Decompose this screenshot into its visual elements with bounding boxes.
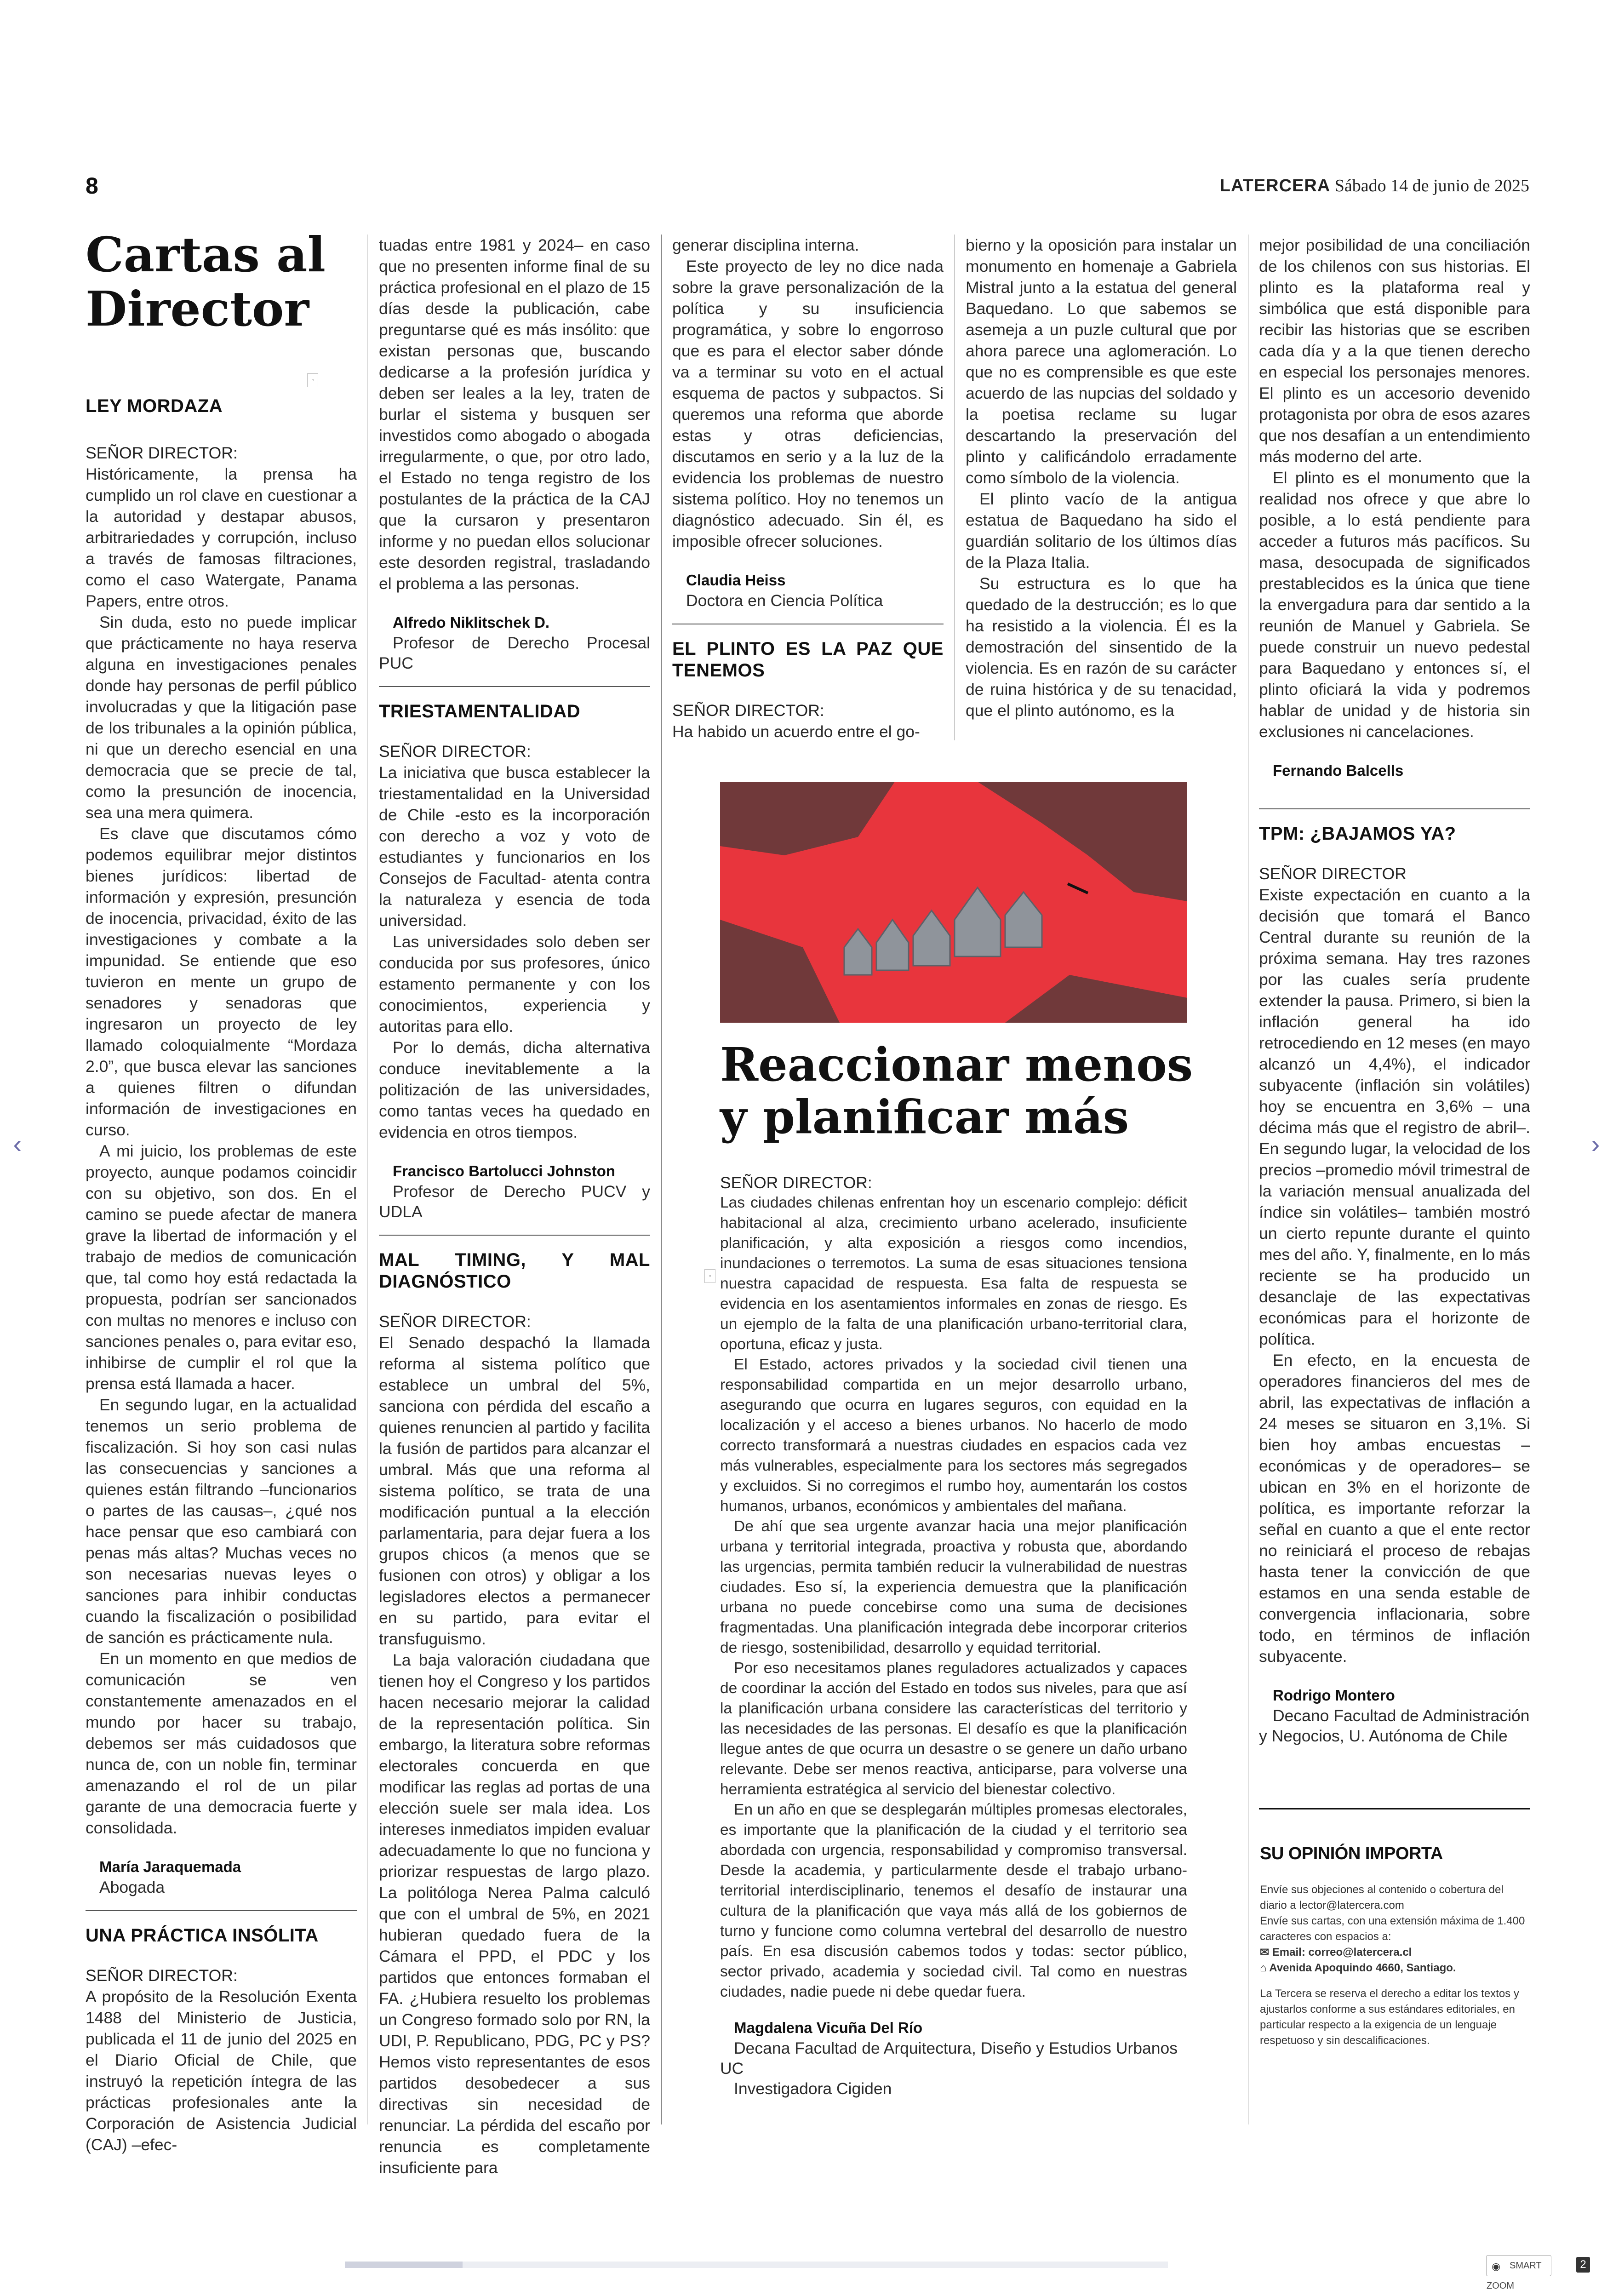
letter-signature: Fernando Balcells <box>1273 762 1404 779</box>
issue-date: Sábado 14 de junio de 2025 <box>1334 176 1529 195</box>
opinion-box-address: ⌂ Avenida Apoquindo 4660, Santiago. <box>1260 1962 1456 1974</box>
letter-title: UNA PRÁCTICA INSÓLITA <box>86 1925 319 1946</box>
letter-paragraph: El plinto vacío de la antigua estatua de Baquedano ha sido el guardián solitario de los últimos días de la Plaza Italia. <box>966 490 1237 572</box>
image-marker-icon: ▫ <box>704 1269 715 1283</box>
feature-headline: Reaccionar menos y planificar más <box>720 1037 1193 1144</box>
page-indicator[interactable]: 2 <box>1576 2257 1590 2273</box>
letter-paragraph: Este proyecto de ley no dice nada sobre la grave personalización de la política y su insuficiencia programática, y sobre lo engorroso que es para el elector saber dónde va a terminar su voto en el actual esquema de pactos y subpactos. Si queremos una reforma que aborde estas y otras deficiencias, discutamos en serio y a la luz de la evidencia los problemas de nuestro sistema político. Hoy no tenemos un diagnóstico adecuado. Sin él, es imposible ofrecer soluciones. <box>672 257 944 550</box>
letter-paragraph: Por lo demás, dicha alternativa conduce inevitablemente a la politización de las universidades, como tantas veces ha quedado en evidencia en otros tiempos. <box>379 1038 650 1141</box>
letter-paragraph: La baja valoración ciudadana que tienen hoy el Congreso y los partidos hacen necesario mejorar la calidad de la representación política. Sin embargo, la literatura sobre reformas electorales concuerda en que modificar las reglas ad portas de una elección suele ser mala idea. Los intereses inmediatos impiden evaluar adecuadamente lo que no funciona y priorizar respuestas de largo plazo. La politóloga Nerea Palma calculó que con el umbral de 5%, en 2021 hubieran quedado fuera de la Cámara el PPD, el PDC y los partidos que entonces formaban el FA. ¿Hubiera resuelto los problemas un Congreso formado solo por RN, la UDI, P. Republicano, PDG, PC y PS? Hemos visto representantes de esos partidos desobedecer a sus directivas sin necesidad de renunciar. La pérdida del escaño por renuncia es completamente insuficiente para <box>379 1651 650 2177</box>
letter-salutation: SEÑOR DIRECTOR: <box>672 701 824 720</box>
letter-salutation: SEÑOR DIRECTOR <box>1259 865 1407 883</box>
divider <box>672 611 944 624</box>
page-number: 8 <box>86 173 98 199</box>
divider <box>379 1222 650 1236</box>
feature-illustration <box>720 782 1187 1023</box>
letter-paragraph: En un momento en que medios de comunicación se ven constantemente amenazados en el mundo por hacer su trabajo, debemos ser más cuidadosos que nunca de, con un noble fin, terminar amenazando el rol de un pilar garante de una democracia fuerte y consolidada. <box>86 1649 357 1837</box>
opinion-box-line: Envíe sus cartas, con una extensión máxima de 1.400 caracteres con espacios a: <box>1260 1915 1525 1943</box>
letter-salutation: SEÑOR DIRECTOR: <box>86 1966 238 1985</box>
letter-title: EL PLINTO ES LA PAZ QUE TENEMOS <box>672 639 944 681</box>
divider <box>1259 1808 1530 1809</box>
letter-signature: Francisco Bartolucci Johnston <box>393 1162 616 1179</box>
letter-paragraph: bierno y la oposición para instalar un monumento en homenaje a Gabriela Mistral junto a la estatua del general Baquedano. Lo que sabemos se asemeja a un puzle cultural que por ahora parece una aglomeración. Lo que no es comprensible es que este acuerdo de las nupcias del soldado y la poetisa reclame su lugar descartando la preservación del plinto y calificándolo erradamente como símbolo de la violencia. <box>966 236 1237 487</box>
feature-paragraph: En un año en que se desplegarán múltiples promesas electorales, es importante que la planificación de la ciudad y el territorio sea abordada con urgencia, responsabilidad y compromiso transversal. Desde la academia, y particularmente desde el trabajo urbano-territorial interdisciplinario, tenemos el desafío de instaurar una cultura de la planificación que vaya más allá de los gobiernos de turno y funcione como columna vertebral del desarrollo de nuestro país. En esa discusión cabemos todos y todas: sector público, sector privado, academia y sociedad civil. Tal como en nuestras ciudades, nadie puede ni debe quedar fuera. <box>720 1801 1187 2000</box>
brand-name: LATERCERA <box>1219 176 1331 195</box>
letter-paragraph: mejor posibilidad de una conciliación de los chilenos con sus historias. El plinto es la plataforma real y simbólica que está disponible para recibir las historias que se escriben cada día y a la que tienen derecho en especial los personajes menores. El plinto es un accesorio devenido protagonista por obra de esos azares que nos desafían a un entendimiento más moderno del arte. <box>1259 236 1530 466</box>
section-title: Cartas al Director <box>86 226 326 337</box>
next-page-button[interactable]: › <box>1591 1129 1600 1158</box>
divider <box>1259 781 1530 809</box>
feature-role: Investigadora Cigiden <box>734 2079 892 2098</box>
location-icon: ⌂ <box>1260 1962 1270 1974</box>
letter-salutation: SEÑOR DIRECTOR: <box>379 742 531 761</box>
letter-paragraph: El Senado despachó la llamada reforma al sistema político que establece un umbral del 5%, sanciona con pérdida del escaño a quienes renuncien al partido y facilita la fusión de partidos para alcanzar el umbral. Más que una reforma al sistema político, se trata de una modificación puntual a la elección parlamentaria, para dejar fuera a los grupos chicos (a menos que se fusionen con otros) y obligar a los legisladores electos a permanecer en su partido, para evitar el transfuguismo. <box>379 1334 650 1648</box>
page-scrollbar[interactable] <box>345 2262 1168 2268</box>
masthead <box>1220 176 1529 196</box>
letter-signature: Claudia Heiss <box>686 572 786 589</box>
letter-title: MAL TIMING, Y MAL DIAGNÓSTICO <box>379 1250 650 1292</box>
letter-paragraph: generar disciplina interna. <box>672 236 859 254</box>
letter-salutation: SEÑOR DIRECTOR: <box>379 1312 531 1331</box>
mail-icon: ✉ <box>1260 1946 1272 1958</box>
letter-paragraph: Es clave que discutamos cómo podemos equilibrar mejor distintos bienes jurídicos: libertad de información y expresión, presunción de inocencia, privacidad, éxito de las investigaciones y combate a la impunidad. Se entiende que eso tuvieron en mente un grupo de senadores y senadoras que ingresaron un proyecto de ley llamado coloquialmente “Mordaza 2.0”, que busca elevar las sanciones a quienes filtren o difundan información de investigaciones en curso. <box>86 824 357 1139</box>
letter-salutation: SEÑOR DIRECTOR: <box>86 444 238 462</box>
letter-paragraph: Históricamente, la prensa ha cumplido un rol clave en cuestionar a la autoridad y destapar abusos, arbitrariedades y corrupción, incluso a través de famosas filtraciones, como el caso Watergate, Panama Papers, entre otros. <box>86 465 357 610</box>
letter-paragraph: En efecto, en la encuesta de operadores financieros del mes de abril, las expectativas de inflación a 24 meses se situaron en 3,1%. Si bien hoy ambas encuestas –económicas y de operadores– se ubican en 3% en el horizonte de política, es importante reforzar la señal en cuanto a que el ente rector no reiniciará el proceso de rebajas hasta tener la convicción de que estamos en una senda estable de convergencia inflacionaria, sobre todo, en términos de inflación subyacente. <box>1259 1351 1530 1666</box>
image-marker-icon: ▫ <box>307 373 318 387</box>
feature-role: Decana Facultad de Arquitectura, Diseño y Estudios Urbanos UC <box>720 2039 1178 2078</box>
feature-paragraph: Las ciudades chilenas enfrentan hoy un escenario complejo: déficit habitacional al alza, crecimiento urbano acelerado, insuficiente planificación, y alta exposición a riesgos como incendios, inundaciones o terremotos. La suma de esas situaciones tensiona nuestra capacidad de respuesta. Esa falta de respuesta se evidencia en los asentamientos informales en zonas de riesgo. Es un ejemplo de la falta de una planificación urbano-territorial clara, oportuna, eficaz y justa. <box>720 1194 1187 1353</box>
letter-paragraph: Las universidades solo deben ser conducida por sus profesores, único estamento permanente y con los conocimientos, experiencia y autoritas para ello. <box>379 933 650 1036</box>
letter-paragraph: El plinto es el monumento que la realidad nos ofrece y que abre lo posible, a lo está pendiente para acceder a futuros más pacíficos. Su masa, desocupada de significados prestablecidos es la única que tiene la envergadura para dar sentido a la reunión de Manuel y Gabriela. Se puede construir un nuevo pedestal para Baquedano y entonces sí, el plinto oficiará la vida y podremos hablar de unidad y de historia sin exclusiones ni cancelaciones. <box>1259 469 1530 741</box>
prev-page-button[interactable]: ‹ <box>13 1129 22 1158</box>
feature-body <box>720 1173 1187 2099</box>
opinion-box-email: ✉ Email: correo@latercera.cl <box>1260 1946 1412 1958</box>
divider <box>379 673 650 687</box>
feature-signature: Magdalena Vicuña Del Río <box>734 2019 923 2036</box>
feature-salutation: SEÑOR DIRECTOR: <box>720 1174 872 1192</box>
letter-role: Profesor de Derecho Procesal PUC <box>379 634 650 672</box>
page-scrollbar-thumb[interactable] <box>345 2262 463 2268</box>
letter-paragraph: Su estructura es lo que ha quedado de la destrucción; es lo que ha resistido a la violencia. Él es la demostración del sinsentido de la violencia. Es en razón de su carácter de ruina histórica y de su tenacidad, que el plinto autónomo, es la <box>966 574 1237 720</box>
opinion-box-title: SU OPINIÓN IMPORTA <box>1260 1844 1443 1863</box>
letter-signature: María Jaraquemada <box>99 1858 241 1875</box>
letter-paragraph: La iniciativa que busca establecer la triestamentalidad en la Universidad de Chile -esto es la incorporación con derecho a voz y voto de estudiantes y funcionarios en los Consejos de Facultad- atenta contra la naturaleza y esencia de toda universidad. <box>379 763 650 930</box>
letter-paragraph: Ha habido un acuerdo entre el go- <box>672 722 920 741</box>
letter-paragraph: Sin duda, esto no puede implicar que prácticamente no haya reserva alguna en investigaciones penales donde hay personas de perfil público involucradas y que la litigación pase de los tribunales a la opinión pública, ni que un derecho esencial en una democracia que se precie de tal, como la presunción de inocencia, sea una mera quimera. <box>86 613 357 822</box>
letter-role: Decano Facultad de Administración y Negocios, U. Autónoma de Chile <box>1259 1706 1530 1745</box>
letter-paragraph: tuadas entre 1981 y 2024– en caso que no presenten informe final de su práctica profesional en el plazo de 15 días desde la publicación, cabe preguntarse qué es más insólito: que existan personas que, buscando dedicarse a la profesión jurídica y deben ser leales a la ley, traten de burlar el sistema y busquen ser investidos como abogado o abogada irregularmente, o que, por otro lado, el Estado no tenga registro de los postulantes de la práctica de la CAJ que la cursaron y presentaron informe y no puedan ellos solucionar este desorden registral, trasladando el problema a las personas. <box>379 236 650 593</box>
letter-title: TPM: ¿BAJAMOS YA? <box>1259 824 1456 844</box>
letter-title: TRIESTAMENTALIDAD <box>379 701 581 721</box>
letter-column-3 <box>672 235 944 742</box>
column-divider <box>661 235 662 2124</box>
letter-column-4 <box>966 235 1237 721</box>
letter-signature: Alfredo Niklitschek D. <box>393 614 550 631</box>
feature-paragraph: De ahí que sea urgente avanzar hacia una mejor planificación urbana y territorial integrada, proactiva y robusta que, abordando las urgencias, permita también reducir la vulnerabilidad de nuestras ciudades. Eso sí, la experiencia demuestra que la planificación urbana no puede concebirse como una suma de decisiones fragmentadas. Una planificación integrada debe incorporar criterios de riesgo, sostenibilidad, desarrollo y equidad territorial. <box>720 1518 1187 1656</box>
letter-title: LEY MORDAZA <box>86 396 223 416</box>
letter-role: Doctora en Ciencia Política <box>686 591 883 610</box>
letter-column-2 <box>379 235 650 2178</box>
letter-paragraph: En segundo lugar, en la actualidad tenemos un serio problema de fiscalización. Si hoy son casi nulas las consecuencias y sanciones a quienes están filtrando –funcionarios o partes de las causas–, ¿qué nos hace pensar que eso cambiará con penas más altas? Muchas veces no son necesarias nuevas leyes o sanciones para inhibir conductas cuando la fiscalización o posibilidad de sanción es prácticamente nula. <box>86 1396 357 1647</box>
letter-paragraph: Existe expectación en cuanto a la decisión que tomará el Banco Central durante su reunión de la próxima semana. Hay tres razones por las cuales sería prudente extender la pausa. Primero, si bien la inflación general ha ido retrocediendo en 12 meses (en mayo alcanzó un 4,4%), el indicador subyacente (inflación sin volátiles) hoy se encuentra en 3,6% – una décima más que el registro de abril–. En segundo lugar, la velocidad de los precios –promedio móvil trimestral de la variación mensual anualizada del índice sin volátiles– también mostró un cierto repunte durante el quinto mes del año. Y, finalmente, en lo más reciente se ha producido un desanclaje de las expectativas económicas para el horizonte de política. <box>1259 886 1530 1348</box>
eye-icon: ◉ <box>1492 2261 1501 2272</box>
letter-paragraph: A mi juicio, los problemas de este proyecto, aunque podamos coincidir con su objetivo, son dos. En el camino se puede afectar de manera grave la libertad de información y el trabajo de medios de comunicación que, tal como hoy está redactada la propuesta, podrían ser sancionados con multas no menores e incluso con sanciones penales o, para evitar eso, inhibirse de cumplir el rol que la prensa está llamada a hacer. <box>86 1142 357 1393</box>
feature-paragraph: Por eso necesitamos planes reguladores actualizados y capaces de coordinar la acción del Estado en todos sus niveles, para que así la planificación urbana considere las características del territorio y las necesidades de las personas. El desafío es que la planificación llegue antes de que ocurra un desastre o se genere un daño urbano relevante. Debe ser menos reactiva, anticiparse, para volverse una herramienta estratégica al servicio del bienestar colectivo. <box>720 1660 1187 1798</box>
smart-zoom-button[interactable]: SMART ZOOM <box>1486 2255 1551 2276</box>
letter-paragraph: A propósito de la Resolución Exenta 1488 del Ministerio de Justicia, publicada el 11 de junio del 2025 en el Diario Oficial de Chile, que instruyó la repetición íntegra de las prácticas profesionales ante la Corporación de Asistencia Judicial (CAJ) –efec- <box>86 1987 357 2154</box>
opinion-box-disclaimer: La Tercera se reserva el derecho a editar los textos y ajustarlos conforme a sus estándares editoriales, en particular respecto a la exigencia de un lenguaje respetuoso y sin descalificaciones. <box>1260 1987 1519 2047</box>
letter-role: Abogada <box>99 1878 165 1896</box>
feature-paragraph: El Estado, actores privados y la sociedad civil tienen una responsabilidad compartida en un mejor desarrollo urbano, asegurando que ocurra en lugares seguros, con equidad en la localización y el acceso a bienes urbanos. No hacerlo de modo correcto transformará a nuestras ciudades en espacios cada vez más vulnerables, especialmente para los sectores más segregados y excluidos. Si no corregimos el rumbo hoy, aumentarán los costos humanos, urbanos, económicos y ambientales del mañana. <box>720 1356 1187 1515</box>
divider <box>86 1897 357 1911</box>
letter-column-5 <box>1259 235 1530 1746</box>
letter-role: Profesor de Derecho PUCV y UDLA <box>379 1182 650 1221</box>
letter-column-1 <box>86 395 357 2155</box>
opinion-box <box>1260 1844 1531 2049</box>
letter-signature: Rodrigo Montero <box>1273 1687 1395 1704</box>
opinion-box-line: Envíe sus objeciones al contenido o cobertura del diario a lector@latercera.com <box>1260 1884 1504 1912</box>
